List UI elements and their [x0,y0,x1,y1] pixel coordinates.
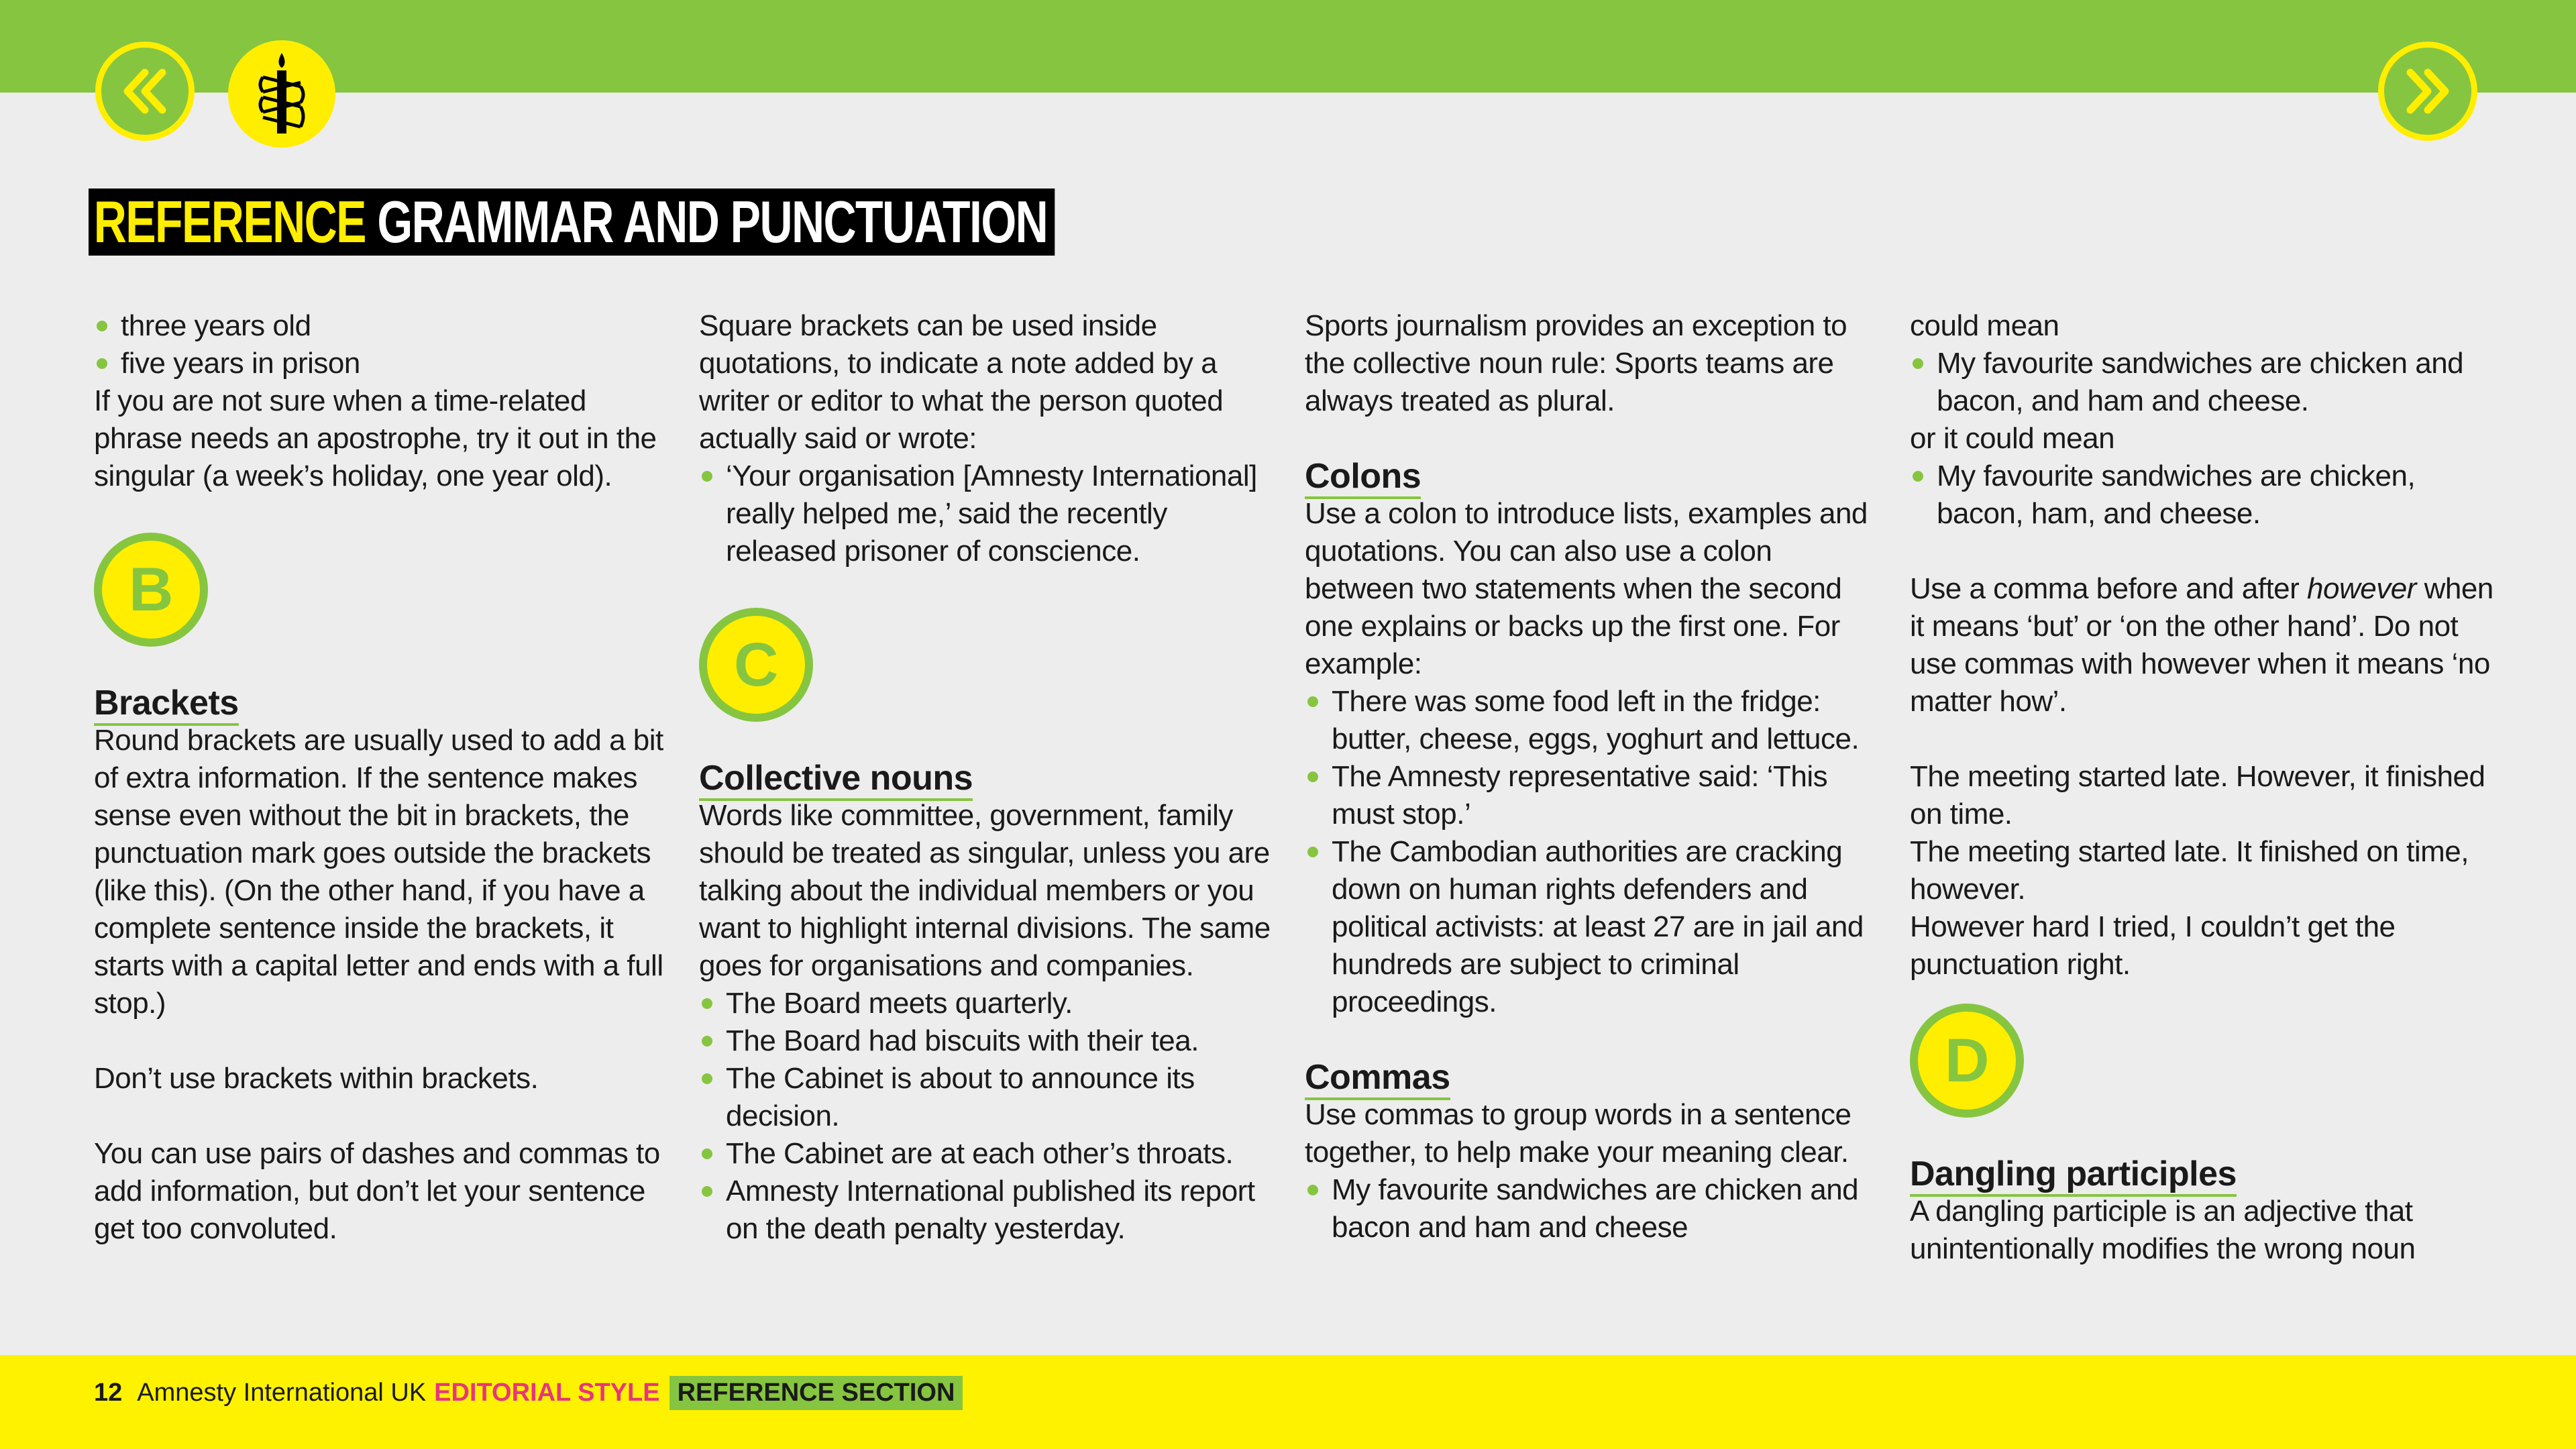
list-item: five years in prison [94,345,678,382]
column-3 [1305,307,1888,1246]
double-chevron-right-icon [2401,64,2455,118]
heading-commas: Commas [1305,1059,1450,1100]
list-item: three years old [94,307,678,345]
paragraph: could mean [1910,309,2059,342]
paragraph: A dangling participle is an adjective that unintentionally modifies the wrong noun [1910,1195,2416,1265]
list-item: The Cambodian authorities are cracking down on human rights defenders and political activists: at least 27 are in jail and hundreds are subject to criminal proceedings. [1305,833,1888,1021]
list-item: The Cabinet is about to announce its decision. [699,1060,1283,1135]
column-2 [699,307,1283,1248]
heading-collective-nouns: Collective nouns [699,759,973,801]
list-item: Amnesty International published its report on the death penalty yesterday. [699,1173,1283,1248]
list-item: The Cabinet are at each other’s throats. [699,1135,1283,1173]
previous-page-button[interactable] [95,42,195,141]
emphasis-however: however [2307,572,2416,605]
amnesty-logo [228,40,335,148]
text-run: Use a comma before and after [1910,572,2308,605]
column-4 [1910,307,2493,1268]
paragraph: Use a colon to introduce lists, examples and quotations. You can also use a colon between two statements when the second one explains or backs up the first one. For example: [1305,497,1868,680]
double-chevron-left-icon [118,64,172,118]
paragraph: Use commas to group words in a sentence together, to help make your meaning clear. [1305,1098,1851,1169]
footer-reference-section: REFERENCE SECTION [669,1376,963,1410]
section-letter-c: C [699,608,813,722]
heading-dangling-participles: Dangling participles [1910,1155,2237,1197]
title-highlight: REFERENCE [93,189,366,255]
page-title [89,189,1055,256]
list-item: The Board had biscuits with their tea. [699,1022,1283,1060]
paragraph [1910,570,2493,720]
list-item: There was some food left in the fridge: butter, cheese, eggs, yoghurt and lettuce. [1305,683,1888,758]
text-run: when it means ‘but’ or ‘on the other hand’. Do not use commas with however when it means ‘no matter how’. [1910,572,2493,718]
section-letter-b: B [94,533,208,647]
paragraph: Round brackets are usually used to add a bit of extra information. If the sentence makes sense even without the bit in brackets, the punctuation mark goes outside the brackets (like this). (On the other hand, if you have a complete sentence inside the brackets, it starts with a capital letter and ends with a full stop.) [94,724,663,1020]
next-page-button[interactable] [2378,42,2477,141]
top-bar [0,0,2576,93]
paragraph: Words like committee, government, family should be treated as singular, unless you are talking about the individual members or you want to highlight internal divisions. The same goes for organisations and companies. [699,799,1271,982]
column-1 [94,307,678,1248]
paragraph: You can use pairs of dashes and commas to add information, but don’t let your sentence get too convoluted. [94,1137,660,1245]
heading-colons: Colons [1305,458,1421,499]
heading-brackets: Brackets [94,684,239,726]
paragraph: Square brackets can be used inside quotations, to indicate a note added by a writer or editor to what the person quoted actually said or wrote: [699,309,1224,455]
paragraph: The meeting started late. However, it finished on time. [1910,760,2485,830]
list-item: The Board meets quarterly. [699,985,1283,1022]
paragraph: or it could mean [1910,422,2115,455]
paragraph: Sports journalism provides an exception to the collective noun rule: Sports teams are always treated as plural. [1305,309,1847,417]
footer-organisation: Amnesty International UK [137,1378,427,1407]
list-item: My favourite sandwiches are chicken, bacon, ham, and cheese. [1910,458,2493,533]
footer-editorial-style: EDITORIAL STYLE [434,1378,660,1407]
paragraph: The meeting started late. It finished on time, however. [1910,835,2469,906]
paragraph: If you are not sure when a time-related phrase needs an apostrophe, try it out in the singular (a week’s holiday, one year old). [94,384,657,492]
paragraph: However hard I tried, I couldn’t get the punctuation right. [1910,910,2396,981]
footer-bar [0,1355,2576,1449]
page-number: 12 [94,1378,123,1407]
list-item: My favourite sandwiches are chicken and bacon and ham and cheese [1305,1171,1888,1246]
candle-barbed-wire-icon [248,50,315,138]
list-item: ‘Your organisation [Amnesty International] really helped me,’ said the recently released prisoner of conscience. [699,458,1283,570]
paragraph: Don’t use brackets within brackets. [94,1062,539,1095]
title-rest: GRAMMAR AND PUNCTUATION [377,189,1048,255]
section-letter-d: D [1910,1004,2024,1118]
list-item: The Amnesty representative said: ‘This must stop.’ [1305,758,1888,833]
list-item: My favourite sandwiches are chicken and bacon, and ham and cheese. [1910,345,2493,420]
